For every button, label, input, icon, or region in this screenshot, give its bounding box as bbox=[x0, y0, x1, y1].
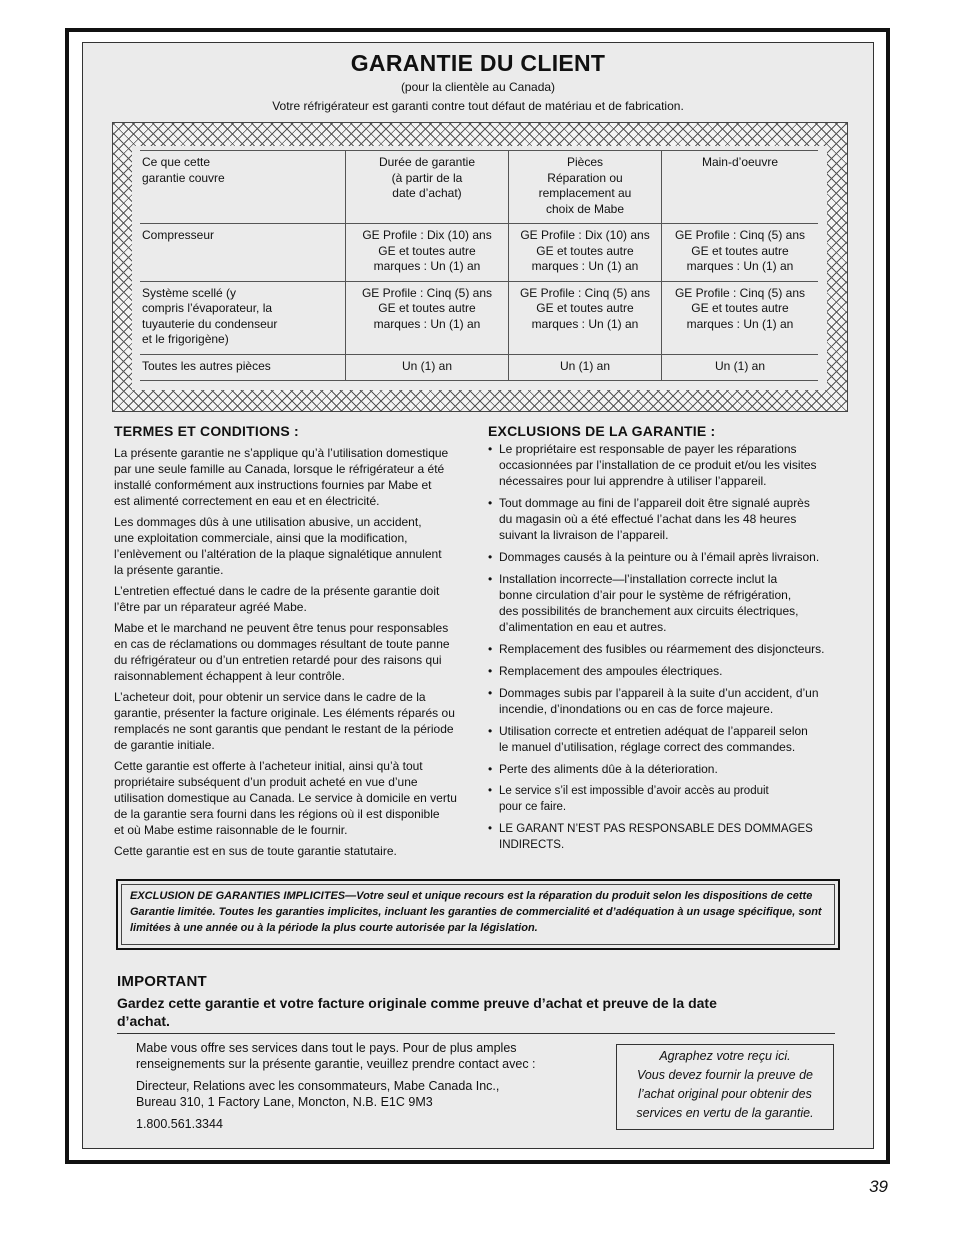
table-cell: GE Profile : Cinq (5) ans GE et toutes autre marques : Un (1) an bbox=[346, 281, 509, 354]
terms-paragraph: Cette garantie est en sus de toute garantie statutaire. bbox=[114, 844, 397, 858]
important-body: Gardez cette garantie et votre facture originale comme preuve d’achat et preuve de la date d’achat. bbox=[117, 995, 717, 1029]
list-item: • Dommages causés à la peinture ou à l’émail après livraison. bbox=[488, 549, 842, 565]
list-item: • Perte des aliments dûe à la déterioration. bbox=[488, 761, 842, 777]
page-number: 39 bbox=[869, 1177, 888, 1196]
list-item: • Remplacement des fusibles ou réarmement des disjoncteurs. bbox=[488, 641, 842, 657]
terms-paragraph: Cette garantie est offerte à l’acheteur initial, ainsi qu’à tout propriétaire subséquent d’un produit acheté en vue d’une utilisation domestique au Canada. Le service à domicile en vertu de la garantie sera fourni dans les régions où il est disponible et où Mabe estime raisonnable de le fournir. bbox=[114, 759, 457, 837]
table-cell: GE Profile : Cinq (5) ans GE et toutes autre marques : Un (1) an bbox=[509, 281, 662, 354]
page-title: GARANTIE DU CLIENT bbox=[350, 50, 606, 76]
table-cell: Un (1) an bbox=[509, 354, 662, 381]
table-cell: Système scellé (y compris l’évaporateur, la tuyauterie du condenseur et le frigorigène) bbox=[140, 281, 346, 354]
table-cell: Toutes les autres pièces bbox=[140, 354, 346, 381]
list-item: • LE GARANT N’EST PAS RESPONSABLE DES DOMMAGES INDIRECTS. bbox=[488, 821, 842, 853]
contact-info bbox=[136, 1040, 616, 1138]
table-cell: GE Profile : Cinq (5) ans GE et toutes autre marques : Un (1) an bbox=[662, 224, 819, 282]
terms-column bbox=[114, 445, 476, 864]
list-item: • Dommages subis par l’appareil à la suite d’un accident, d’un incendie, d’inondations ou en cas de force majeure. bbox=[488, 685, 842, 717]
table-cell: Un (1) an bbox=[662, 354, 819, 381]
table-cell: Un (1) an bbox=[346, 354, 509, 381]
table-row bbox=[140, 354, 818, 381]
terms-paragraph: La présente garantie ne s’applique qu’à l’utilisation domestique par une seule famille au Canada, lorsque le réfrigérateur a été installé conformément aux instructions fournies par Mabe et est alimenté correctement en eau et en électricité. bbox=[114, 446, 449, 508]
table-row bbox=[140, 281, 818, 354]
table-header-row bbox=[140, 151, 818, 224]
table-header-cell: Pièces Réparation ou remplacement au choix de Mabe bbox=[509, 151, 662, 224]
page-subtitle: (pour la clientèle au Canada) bbox=[400, 80, 556, 94]
table-row bbox=[140, 224, 818, 282]
list-item: • Le propriétaire est responsable de payer les réparations occasionnées par l’installation de ce produit et/ou les visites nécessaires pour lui apprendre à utiliser l’appareil. bbox=[488, 441, 842, 489]
exclusions-list bbox=[488, 441, 842, 859]
table-cell: GE Profile : Dix (10) ans GE et toutes autre marques : Un (1) an bbox=[509, 224, 662, 282]
implied-exclusion-body: —Votre seul et unique recours est la réparation du produit selon les dispositions de cette Garantie limitée. Toutes les garanties implicites, incluant les garanties de commercialité et d’adéquation à un usage spécifique, sont limitées à une année ou à la période la plus courte autorisée par la législation. bbox=[130, 890, 822, 934]
staple-receipt-note: Agraphez votre reçu ici. Vous devez fournir la preuve de l’achat original pour obtenir des services en vertu de la garantie. bbox=[616, 1044, 834, 1130]
terms-paragraph: Mabe et le marchand ne peuvent être tenus pour responsables en cas de réclamations ou dommages résultant de toute panne du réfrigérateur ou d’un entretien retardé pour des raisons qui raisonnablement échappent à leur contrôle. bbox=[114, 621, 450, 683]
terms-heading: TERMES ET CONDITIONS : bbox=[114, 423, 299, 439]
intro-text: Votre réfrigérateur est garanti contre tout défaut de matériau et de fabrication. bbox=[272, 99, 684, 113]
list-item: • Le service s’il est impossible d’avoir accès au produit pour ce faire. bbox=[488, 783, 842, 815]
important-heading: IMPORTANT bbox=[117, 973, 207, 990]
implied-exclusion-lead: EXCLUSION DE GARANTIES IMPLICITES bbox=[130, 890, 346, 902]
table-cell: Compresseur bbox=[140, 224, 346, 282]
terms-paragraph: Les dommages dûs à une utilisation abusive, un accident, une exploitation commerciale, ainsi que la modification, l’enlèvement ou l’altération de la plaque signalétique annulent la présente garantie. bbox=[114, 515, 442, 577]
list-item: • Utilisation correcte et entretien adéquat de l’appareil selon le manuel d’utilisation, réglage correct des commandes. bbox=[488, 723, 842, 755]
table-header-cell: Ce que cette garantie couvre bbox=[140, 151, 346, 224]
divider bbox=[117, 1033, 835, 1034]
contact-address: Directeur, Relations avec les consommateurs, Mabe Canada Inc., Bureau 310, 1 Factory Lane, Moncton, N.B. E1C 9M3 bbox=[136, 1079, 500, 1109]
list-item: • Tout dommage au fini de l’appareil doit être signalé auprès du magasin où a été effectué l’achat dans les 48 heures suivant la livraison de l’appareil. bbox=[488, 495, 842, 543]
implied-exclusion-text bbox=[130, 888, 830, 936]
terms-paragraph: L’acheteur doit, pour obtenir un service dans le cadre de la garantie, présenter la facture originale. Les éléments réparés ou remplacés ne sont garantis que pendant le restant de la période de garantie initiale. bbox=[114, 690, 455, 752]
warranty-table bbox=[140, 150, 818, 381]
table-header-cell: Durée de garantie (à partir de la date d’achat) bbox=[346, 151, 509, 224]
exclusions-heading: EXCLUSIONS DE LA GARANTIE : bbox=[488, 423, 716, 439]
table-header-cell: Main-d’oeuvre bbox=[662, 151, 819, 224]
table-cell: GE Profile : Dix (10) ans GE et toutes autre marques : Un (1) an bbox=[346, 224, 509, 282]
list-item: • Remplacement des ampoules électriques. bbox=[488, 663, 842, 679]
contact-phone: 1.800.561.3344 bbox=[136, 1117, 223, 1131]
contact-intro: Mabe vous offre ses services dans tout le pays. Pour de plus amples renseignements sur la présente garantie, veuillez prendre contact avec : bbox=[136, 1041, 536, 1071]
terms-paragraph: L’entretien effectué dans le cadre de la présente garantie doit l’être par un réparateur agréé Mabe. bbox=[114, 584, 440, 614]
list-item: • Installation incorrecte—l’installation correcte inclut la bonne circulation d’air pour le système de réfrigération, des possibilités de branchement aux circuits électriques, d’alimentation en eau et autres. bbox=[488, 571, 842, 635]
table-cell: GE Profile : Cinq (5) ans GE et toutes autre marques : Un (1) an bbox=[662, 281, 819, 354]
